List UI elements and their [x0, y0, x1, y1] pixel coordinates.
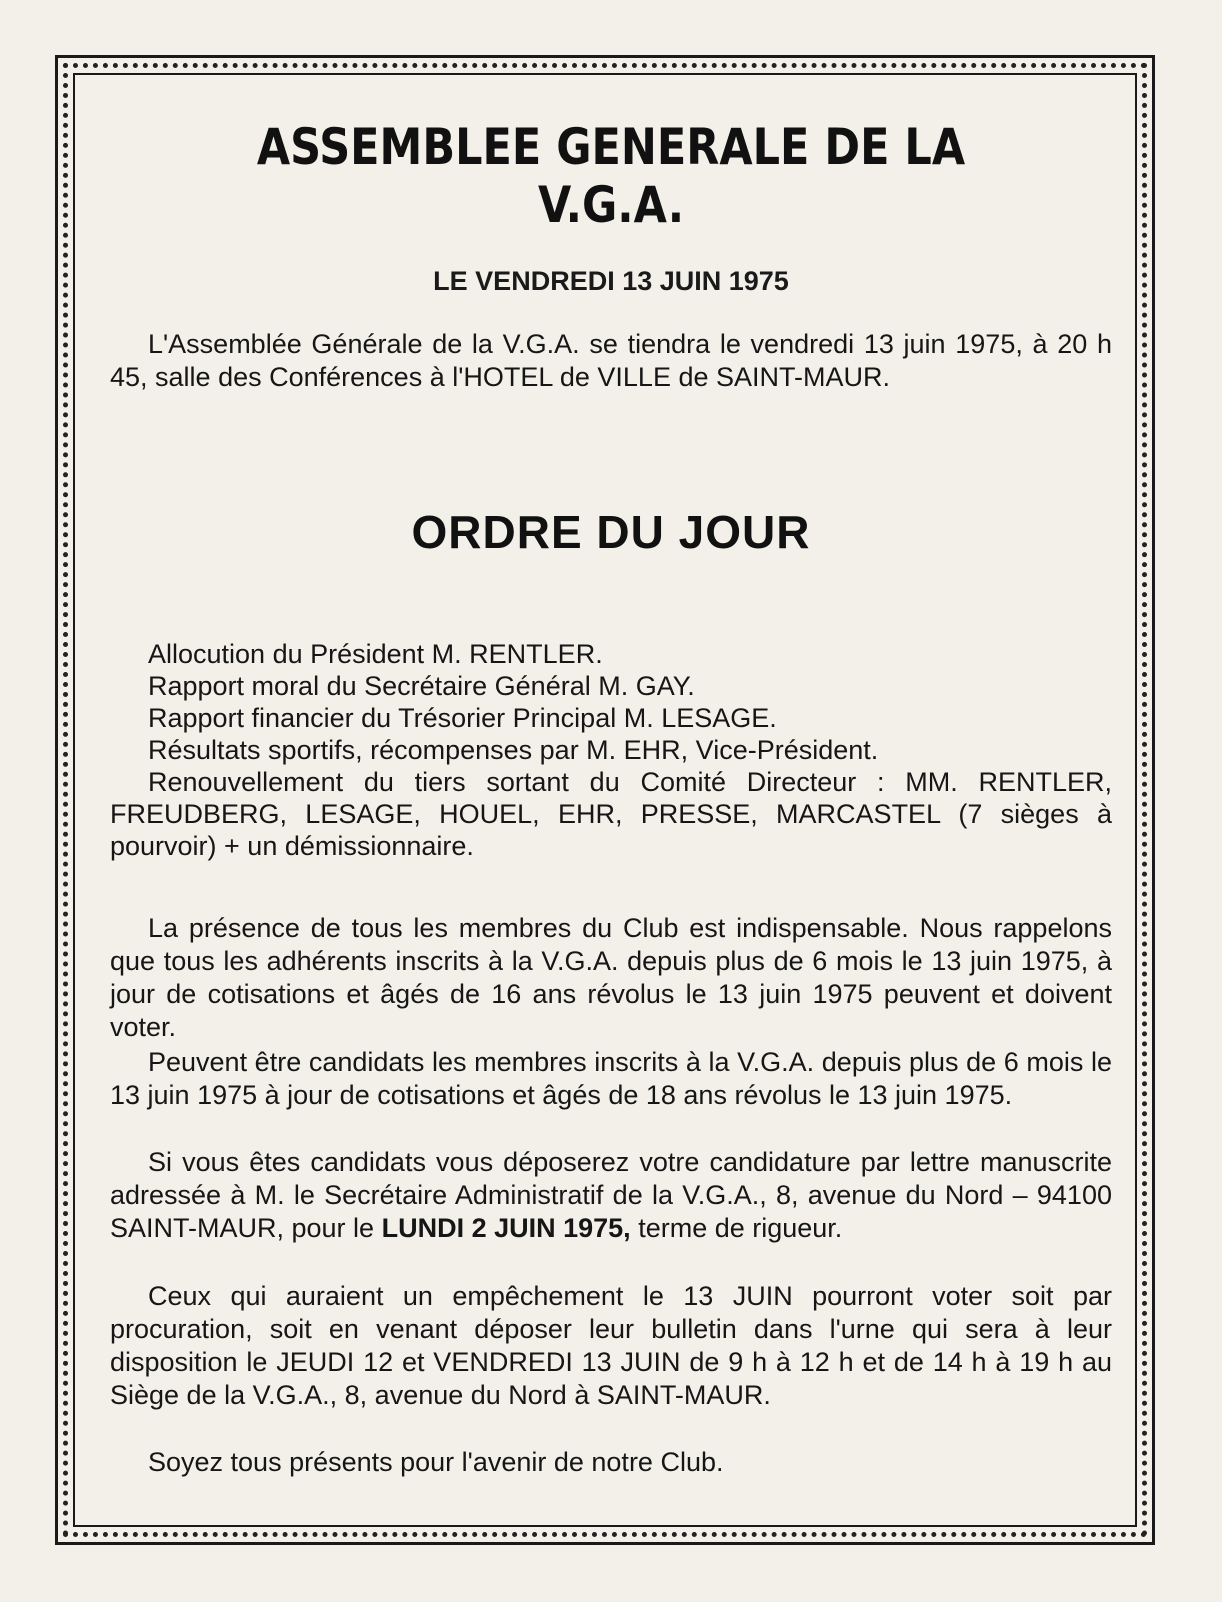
page-title: ASSEMBLEE GENERALE DE LA V.G.A. [256, 118, 966, 234]
deadline-rest: terme de rigueur. [638, 1213, 843, 1243]
agenda-item: Rapport moral du Secrétaire Général M. GAY. [148, 671, 695, 701]
presence-paragraph: La présence de tous les membres du Club est indispensable. Nous rappelons que tous les adhérents inscrits à la V.G.A. depuis plus de 6 mois le 13 juin 1975, à jour de cotisations et âgés de 16 ans révolus le 13 juin 1975 peuvent et doivent voter. [110, 913, 1112, 1042]
agenda-item: Renouvellement du tiers sortant du Comité Directeur : MM. RENTLER, FREUDBERG, LESAGE, HOUEL, EHR, PRESSE, MARCASTEL (7 sièges à pourvoir) + un démissionnaire. [110, 767, 1112, 861]
application-paragraph [110, 1146, 1112, 1245]
agenda-list [110, 638, 1112, 862]
agenda-item: Résultats sportifs, récompenses par M. EHR, Vice-Président. [148, 735, 879, 765]
proxy-paragraph: Ceux qui auraient un empêchement le 13 JUIN pourront voter soit par procuration, soit en venant déposer leur bulletin dans l'urne qui sera à leur disposition le JEUDI 12 et VENDREDI 13 JUIN de 9 h à 12 h et de 14 h à 19 h au Siège de la V.G.A., 8, avenue du Nord à SAINT-MAUR. [110, 1281, 1112, 1410]
deadline-date: LUNDI 2 JUIN 1975, [381, 1213, 631, 1243]
intro-paragraph: L'Assemblée Générale de la V.G.A. se tiendra le vendredi 13 juin 1975, à 20 h 45, salle des Conférences à l'HOTEL de VILLE de SAINT-MAUR. [110, 329, 1112, 392]
meeting-date: LE VENDREDI 13 JUIN 1975 [433, 266, 789, 296]
candidates-paragraph: Peuvent être candidats les membres inscrits à la V.G.A. depuis plus de 6 mois le 13 juin 1975 à jour de cotisations et âgés de 18 ans révolus le 13 juin 1975. [110, 1047, 1112, 1110]
application-text: Si vous êtes candidats vous déposerez votre candidature par lettre manuscrite adressée à M. le Secrétaire Administratif de la V.G.A., 8, avenue du Nord – 94100 SAINT-MAUR, pour le [110, 1147, 1112, 1243]
agenda-item: Allocution du Président M. RENTLER. [148, 639, 603, 669]
agenda-title: ORDRE DU JOUR [411, 506, 811, 558]
agenda-item: Rapport financier du Trésorier Principal M. LESAGE. [148, 703, 777, 733]
closing-paragraph: Soyez tous présents pour l'avenir de notre Club. [148, 1447, 724, 1477]
